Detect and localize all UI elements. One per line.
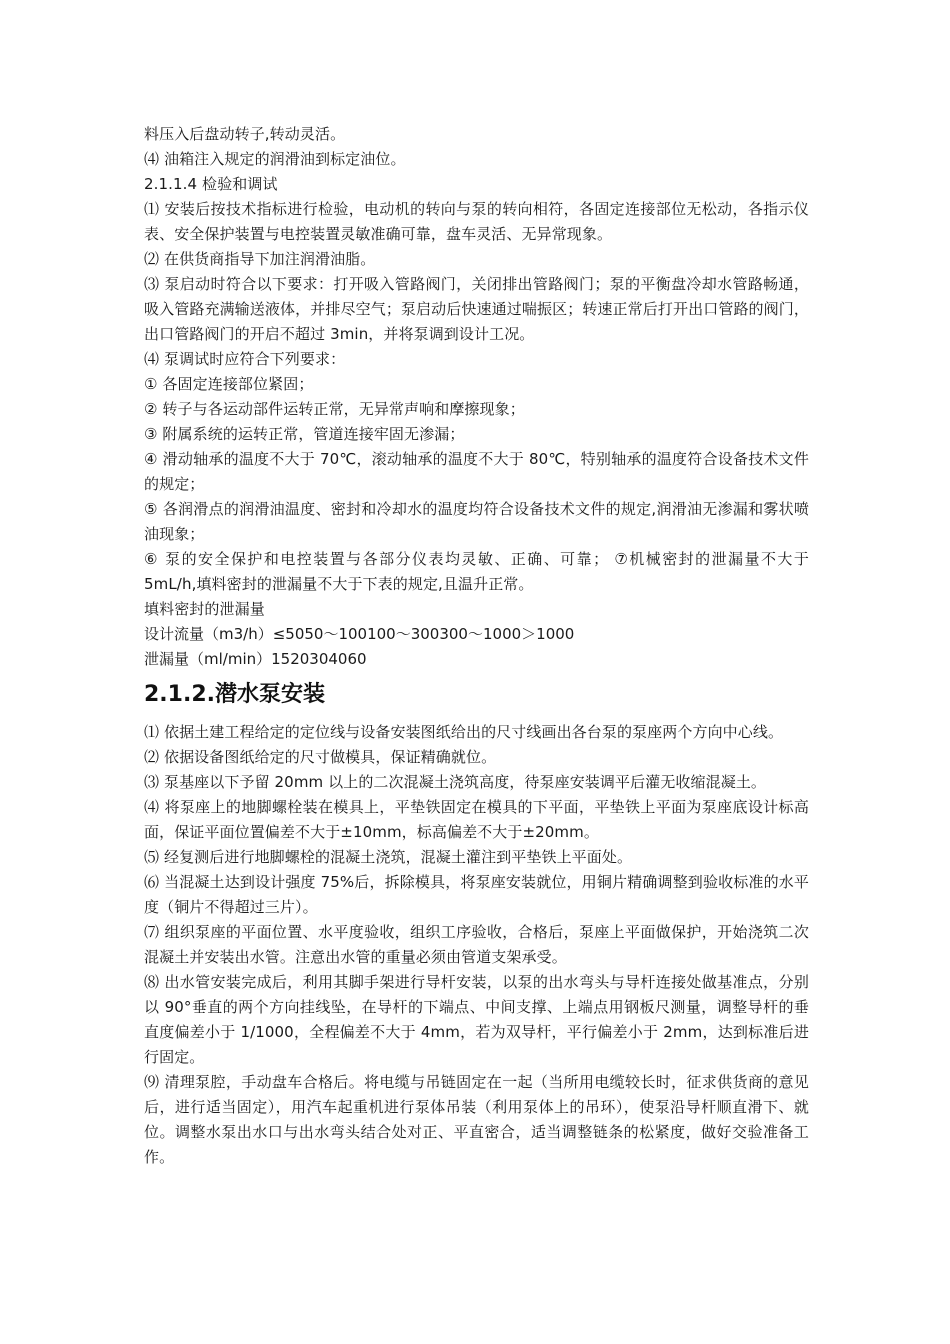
paragraph-step-9: ⑼ 清理泵腔，手动盘车合格后。将电缆与吊链固定在一起（当所用电缆较长时，征求供货商的意见后，进行适当固定），用汽车起重机进行泵体吊装（利用泵体上的吊环），使泵沿导杆顺直滑下、就位。调整水泵出水口与出水弯头结合处对正、平直密合，适当调整链条的松紧度，做好交验准备工作。	[144, 1073, 809, 1166]
paragraph-step-5: ⑸ 经复测后进行地脚螺栓的混凝土浇筑，混凝土灌注到平垫铁上平面处。	[144, 848, 633, 866]
paragraph-step-2: ⑵ 依据设备图纸给定的尺寸做模具，保证精确就位。	[144, 748, 497, 766]
table-caption: 填料密封的泄漏量	[144, 600, 265, 618]
list-item-4: ④ 滑动轴承的温度不大于 70℃，滚动轴承的温度不大于 80℃，特别轴承的温度符合设备技术文件的规定；	[144, 450, 809, 493]
paragraph-continued: 料压入后盘动转子,转动灵活。	[144, 125, 346, 143]
paragraph-step-6: ⑹ 当混凝土达到设计强度 75%后，拆除模具，将泵座安装就位，用铜片精确调整到验收标准的水平度（铜片不得超过三片）。	[144, 873, 809, 916]
paragraph-inspection-1: ⑴ 安装后按技术指标进行检验，电动机的转向与泵的转向相符，各固定连接部位无松动，各指示仪表、安全保护装置与电控装置灵敏准确可靠，盘车灵活、无异常现象。	[144, 200, 809, 243]
list-item-6-7: ⑥ 泵的安全保护和电控装置与各部分仪表均灵敏、正确、可靠； ⑦机械密封的泄漏量不大于 5mL/h,填料密封的泄漏量不大于下表的规定,且温升正常。	[144, 550, 809, 593]
paragraph-oil-tank: ⑷ 油箱注入规定的润滑油到标定油位。	[144, 150, 406, 168]
paragraph-step-1: ⑴ 依据土建工程给定的定位线与设备安装图纸给出的尺寸线画出各台泵的泵座两个方向中心线。	[144, 723, 784, 741]
paragraph-step-7: ⑺ 组织泵座的平面位置、水平度验收，组织工序验收，合格后，泵座上平面做保护，开始浇筑二次混凝土并安装出水管。注意出水管的重量必须由管道支架承受。	[144, 923, 809, 966]
table-row-leakage: 泄漏量（ml/min）1520304060	[144, 650, 367, 668]
paragraph-inspection-4: ⑷ 泵调试时应符合下列要求：	[144, 350, 346, 368]
document-content	[144, 122, 809, 1170]
section-heading: 2.1.2.潜水泵安装	[144, 682, 325, 707]
list-item-2: ② 转子与各运动部件运转正常，无异常声响和摩擦现象；	[144, 400, 525, 418]
subsection-title-inspection: 2.1.1.4 检验和调试	[144, 175, 278, 193]
paragraph-step-4: ⑷ 将泵座上的地脚螺栓装在模具上，平垫铁固定在模具的下平面，平垫铁上平面为泵座底设计标高面，保证平面位置偏差不大于±10mm，标高偏差不大于±20mm。	[144, 798, 809, 841]
table-row-flow: 设计流量（m3/h）≤5050～100100～300300～1000＞1000	[144, 625, 575, 643]
list-item-3: ③ 附属系统的运转正常，管道连接牢固无渗漏；	[144, 425, 465, 443]
paragraph-step-8: ⑻ 出水管安装完成后，利用其脚手架进行导杆安装，以泵的出水弯头与导杆连接处做基准点，分别以 90°垂直的两个方向挂线坠，在导杆的下端点、中间支撑、上端点用钢板尺测量，调整导杆的垂直度偏差小于 1/1000，全程偏差不大于 4mm，若为双导杆，平行偏差小于 2mm，达到标准后进行固定。	[144, 973, 809, 1066]
list-item-1: ① 各固定连接部位紧固；	[144, 375, 314, 393]
paragraph-inspection-2: ⑵ 在供货商指导下加注润滑油脂。	[144, 250, 376, 268]
list-item-5: ⑤ 各润滑点的润滑油温度、密封和冷却水的温度均符合设备技术文件的规定,润滑油无渗漏和雾状喷油现象；	[144, 500, 809, 543]
paragraph-inspection-3: ⑶ 泵启动时符合以下要求：打开吸入管路阀门，关闭排出管路阀门；泵的平衡盘冷却水管路畅通，吸入管路充满输送液体，并排尽空气；泵启动后快速通过喘振区；转速正常后打开出口管路的阀门，出口管路阀门的开启不超过 3min，并将泵调到设计工况。	[144, 275, 809, 343]
paragraph-step-3: ⑶ 泵基座以下予留 20mm 以上的二次混凝土浇筑高度，待泵座安装调平后灌无收缩混凝土。	[144, 773, 767, 791]
